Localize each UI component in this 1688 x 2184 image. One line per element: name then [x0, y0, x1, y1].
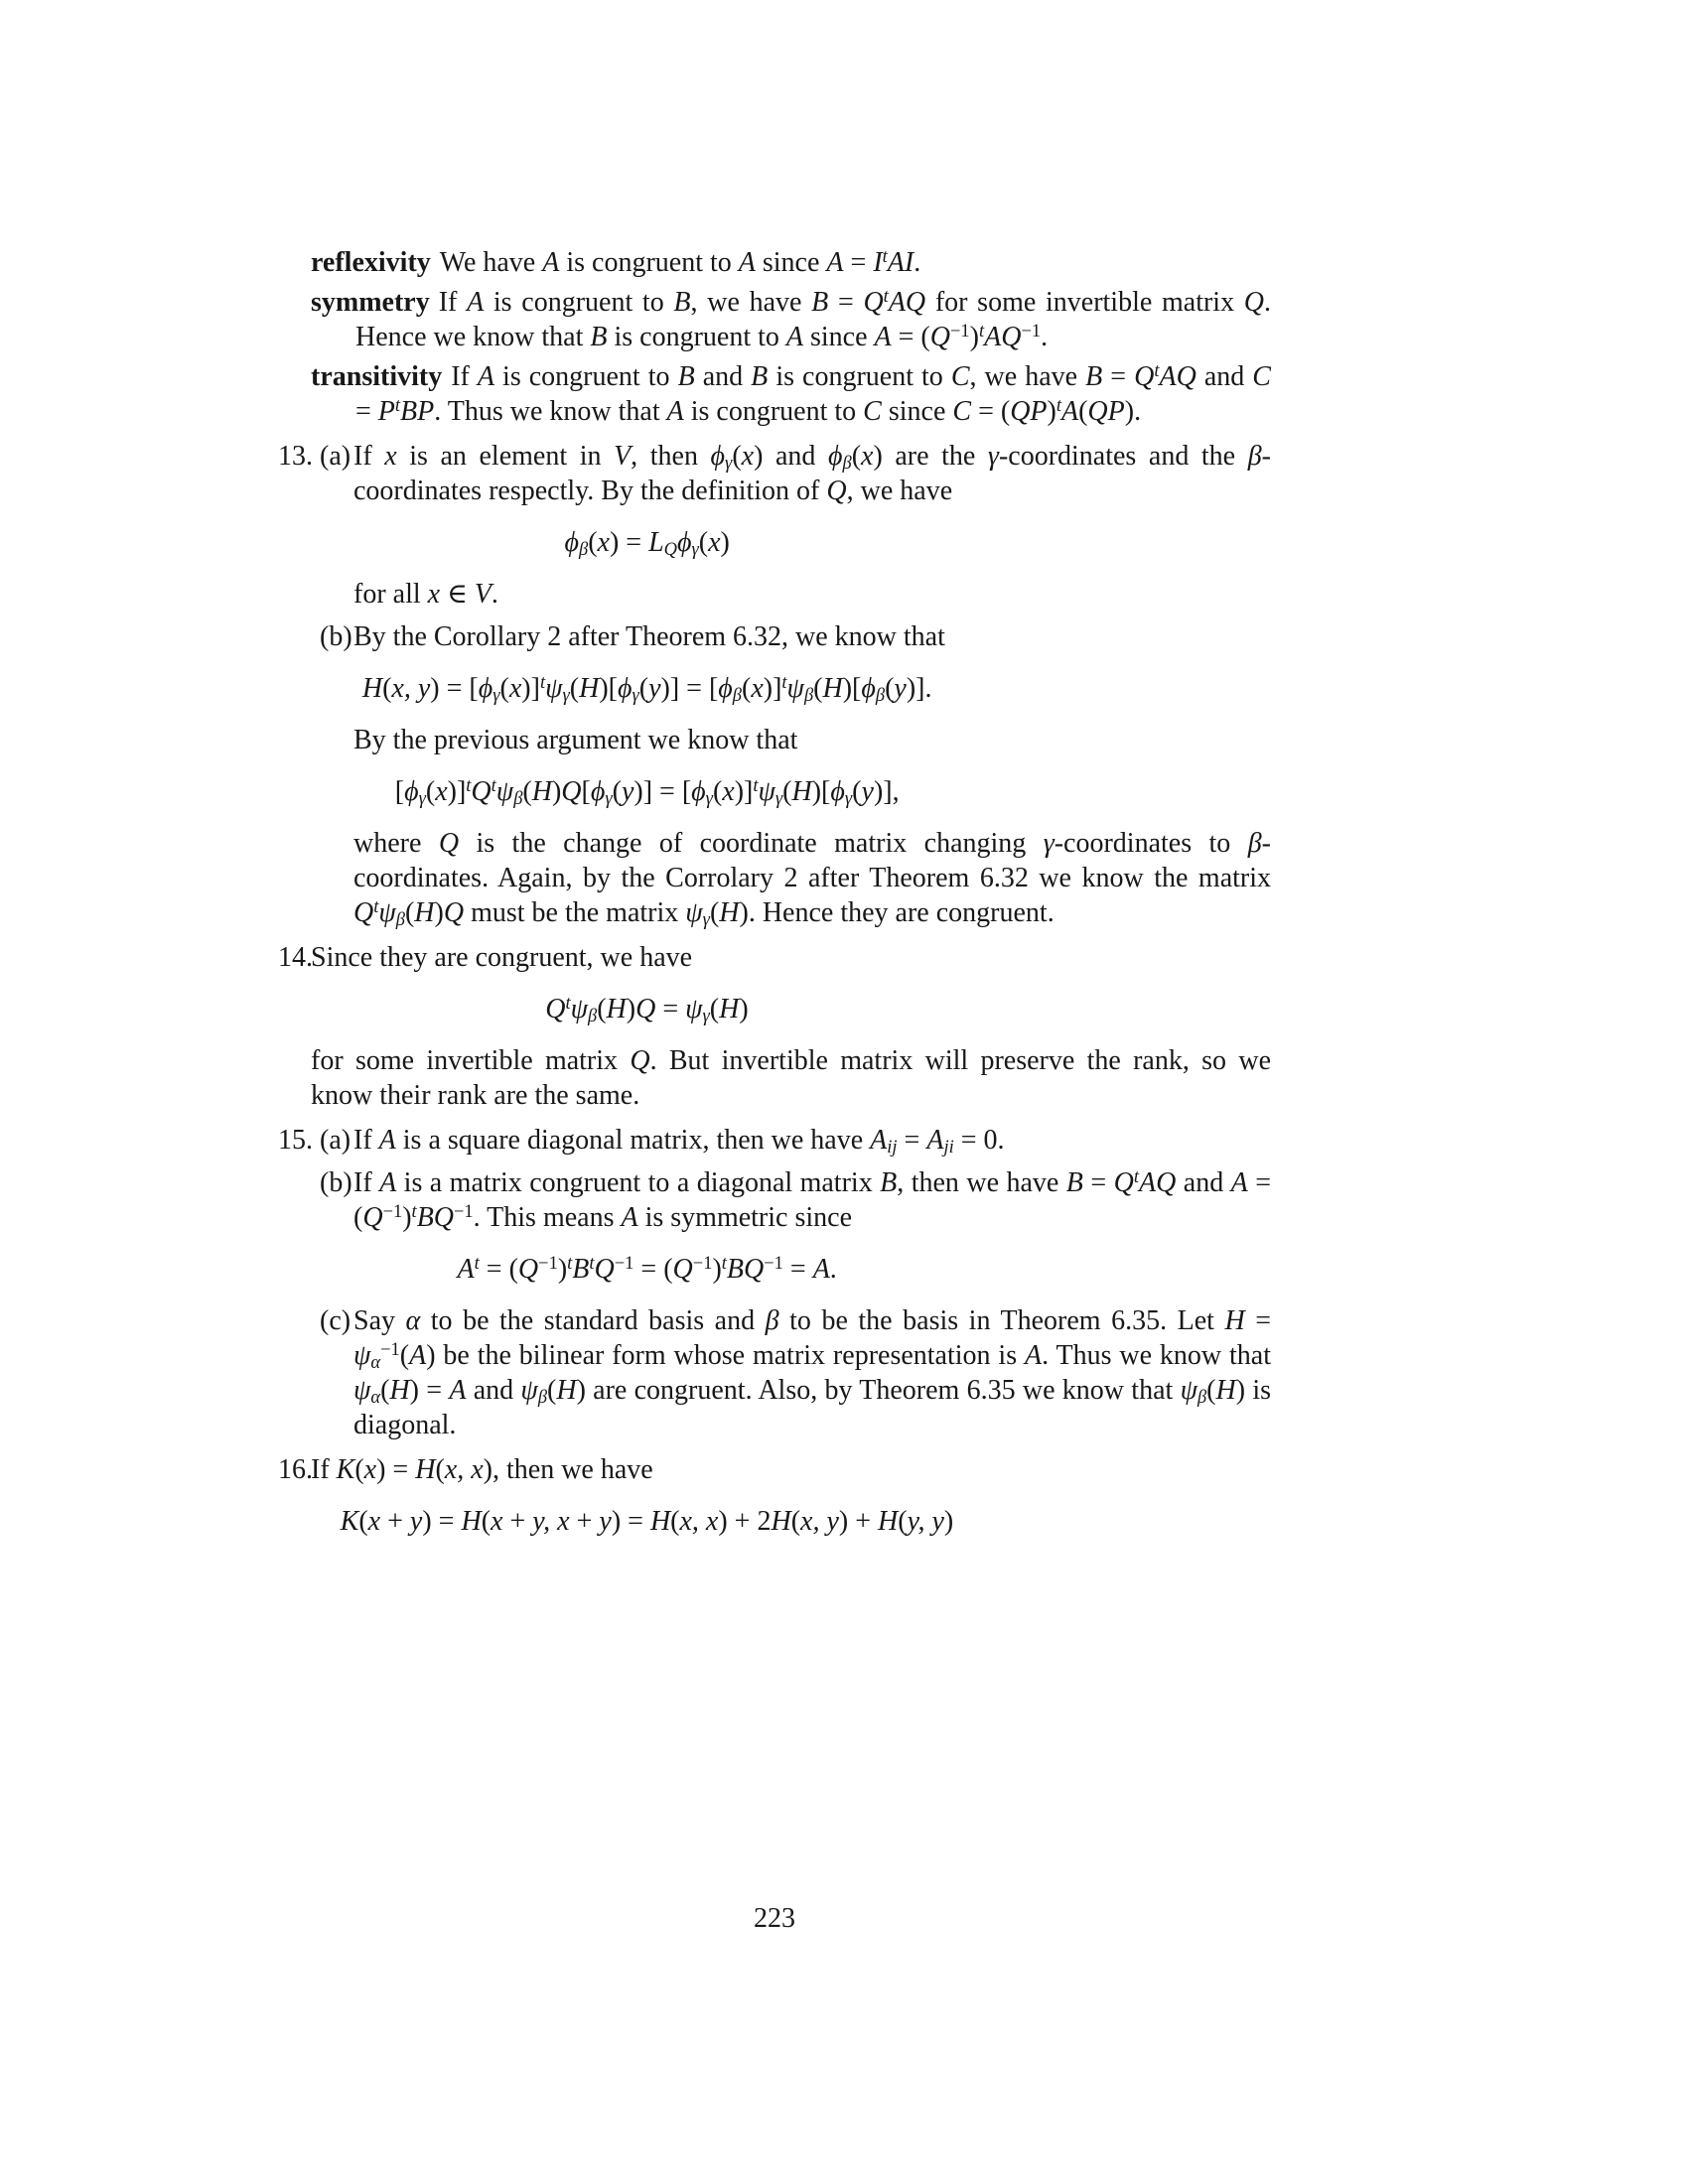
item-16	[278, 1452, 1271, 1539]
transitivity-item	[311, 359, 1271, 429]
item-14-equation: $Q^t\psi_\beta(H)Q = \psi_\gamma(H)$	[545, 992, 749, 1026]
item-16-equation: K(x + y) = H(x + y, x + y) = H(x, x) + 2H(x, y) + H(y, y)	[340, 1506, 954, 1537]
item-13a-marker: (a)	[320, 441, 352, 472]
item-15b-marker: (b)	[320, 1167, 352, 1198]
item-15b-equation: $A^t = (Q^{-1})^tB^tQ^{-1} = (Q^{-1})^tBQ^{-1} = A$.	[457, 1252, 837, 1285]
item-13a	[311, 439, 1271, 612]
item-15b-text: If A is a matrix congruent to a diagonal matrix B, then we have $B = Q^tAQ$ and $A = (Q^{-1})^tBQ^{-1}$. This means A is symmetric since	[353, 1165, 1272, 1233]
congruence-properties-list	[278, 245, 1271, 429]
reflexivity-label: reflexivity	[311, 247, 431, 278]
symmetry-text: If A is congruent to B, we have $B = Q^tAQ$ for some invertible matrix Q. Hence we know that B is congruent to A since $A = (Q^{-1})^tAQ^{-1}$.	[355, 285, 1272, 352]
item-15-body	[311, 1123, 1271, 1442]
item-16-body	[311, 1452, 1271, 1539]
item-13a-text: If x is an element in V, then $\phi_\gamma(x)$ and $\phi_\beta(x)$ are the γ-coordinates and the β-coordinates respectly. By the definition of Q, we have	[353, 441, 1271, 506]
item-15c	[311, 1303, 1271, 1442]
item-16-text: If K(x) = H(x, x), then we have	[311, 1454, 653, 1485]
symmetry-label: symmetry	[311, 287, 430, 318]
item-15c-text: Say α to be the standard basis and β to be the basis in Theorem 6.35. Let $H = \psi_\alpha^{-1}(A)$ be the bilinear form whose matrix representation is A. Thus we know that $\psi_\alpha(H) = A$ and $\psi_\beta(H)$ are congruent. Also, by Theorem 6.35 we know that $\psi_\beta(H)$ is diagonal.	[353, 1305, 1272, 1440]
item-14-after: for some invertible matrix Q. But invertible matrix will preserve the rank, so we know their rank are the same.	[311, 1045, 1272, 1111]
symmetry-item	[311, 285, 1271, 354]
item-14-text: Since they are congruent, we have	[311, 942, 693, 973]
item-13b	[311, 619, 1271, 930]
item-15a-marker: (a)	[320, 1125, 352, 1156]
item-13-body	[311, 439, 1271, 930]
item-15a	[311, 1123, 1271, 1158]
item-14-number: 14.	[278, 942, 313, 973]
reflexivity-item	[311, 245, 1271, 280]
item-15	[278, 1123, 1271, 1442]
item-13-number: 13.	[278, 441, 313, 472]
text-block	[278, 245, 1271, 1556]
item-15c-marker: (c)	[320, 1305, 352, 1336]
transitivity-text: If A is congruent to B and B is congruent to C, we have $B = Q^tAQ$ and $C = P^tBP$. Thus we know that A is congruent to C since C = (QP)$^t$A(QP).	[355, 359, 1271, 427]
item-13a-equation: $\phi_\beta(x) = L_Q\phi_\gamma(x)$	[564, 527, 730, 560]
item-15a-text: If A is a square diagonal matrix, then we have $A_{ij} = A_{ji} = 0$.	[353, 1125, 1005, 1158]
item-16-number: 16.	[278, 1454, 313, 1485]
item-13b-marker: (b)	[320, 621, 352, 652]
item-13b-text-1: By the Corollary 2 after Theorem 6.32, we know that	[353, 621, 945, 652]
item-13b-text-2: By the previous argument we know that	[353, 725, 798, 755]
item-13b-equation-1: H(x, $y) = [\phi_\gamma(x)]^t\psi_\gamma(H)[\phi_\gamma(y)] = [\phi_\beta(x)]^t\psi_\beta(H)[\phi_\beta(y)]$.	[361, 671, 932, 706]
item-14	[278, 940, 1271, 1113]
reflexivity-text: We have A is congruent to A since $A = I^tAI$.	[439, 245, 921, 278]
item-14-body	[311, 940, 1271, 1113]
item-13a-after: for all x ∈ V.	[353, 579, 498, 610]
item-13b-equation-2: $[\phi_\gamma(x)]^tQ^t\psi_\beta(H)Q[\phi_\gamma(y)] = [\phi_\gamma(x)]^t\psi_\gamma(H)[\phi_\gamma(y)]$,	[394, 774, 900, 809]
item-13	[278, 439, 1271, 930]
item-15b	[311, 1165, 1271, 1287]
item-13b-text-3: where Q is the change of coordinate matrix changing γ-coordinates to β-coordinates. Again, by the Corrolary 2 after Theorem 6.32 we know the matrix $Q^t\psi_\beta(H)Q$ must be the matrix $\psi_\gamma(H)$. Hence they are congruent.	[353, 828, 1271, 930]
transitivity-label: transitivity	[311, 361, 443, 392]
page-number: 223	[754, 1903, 795, 1934]
item-15-number: 15.	[278, 1125, 313, 1156]
